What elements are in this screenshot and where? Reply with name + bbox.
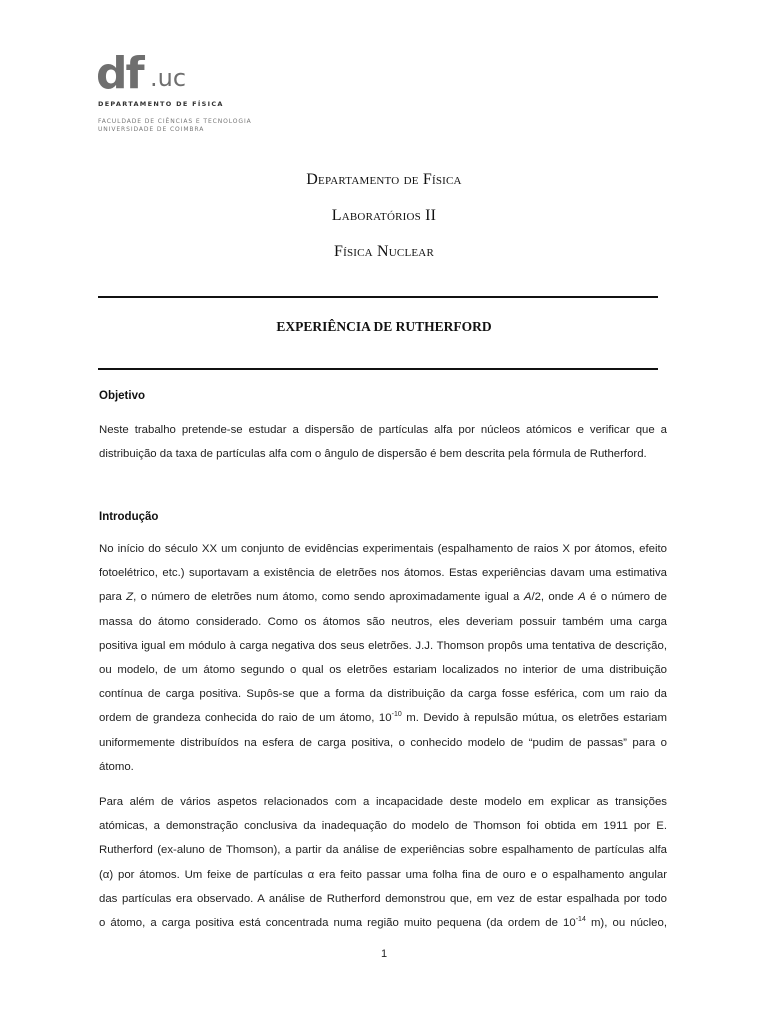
intro-paragraph-1	[99, 537, 667, 779]
section-title-objective: Objetivo	[99, 390, 146, 402]
paragraph-line: atómicas, a demonstração conclusiva da inadequação do modelo de Thomson foi obtida em 1911 por E.	[99, 820, 667, 833]
paragraph-line: distribuição da taxa de partículas alfa com o ângulo de dispersão é bem descrita pela fórmula de Rutherford.	[99, 448, 647, 461]
section-title-introduction: Introdução	[99, 511, 159, 523]
logo-brand-main: df	[96, 48, 143, 99]
paragraph-line: No início do século XX um conjunto de evidências experimentais (espalhamento de raios X por átomos, efeito	[99, 543, 667, 555]
paragraph-line: massa do átomo considerado. Como os átomos são neutros, eles deveriam possuir também uma carga	[99, 615, 667, 628]
experiment-title: EXPERIÊNCIA DE RUTHERFORD	[276, 319, 492, 334]
page-number: 1	[380, 948, 388, 960]
logo-faculty: FACULDADE DE CIÊNCIAS E TECNOLOGIA	[98, 118, 252, 125]
paragraph-line: (α) por átomos. Um feixe de partículas α era feito passar uma folha fina de ouro e o espalhamento angular	[99, 868, 667, 881]
paragraph-line: das partículas era observado. A análise de Rutherford demonstrou que, em vez de estar espalhada por todo	[99, 892, 667, 905]
logo-department: DEPARTAMENTO DE FÍSICA	[98, 100, 224, 108]
department-logo	[96, 48, 236, 108]
paragraph-line: ou modelo, de um átomo segundo o qual os eletrões estariam localizados no interior de uma distribuição	[99, 664, 667, 677]
heading-course: Física Nuclear	[334, 243, 434, 260]
logo-institution	[98, 118, 252, 134]
paragraph-line: positiva igual em módulo à carga negativa dos seus eletrões. J.J. Thomson propôs uma tentativa de descrição,	[99, 639, 667, 652]
intro-paragraph-2	[99, 790, 667, 935]
heading-department: Departamento de Física	[306, 171, 462, 188]
paragraph-line: uniformemente distribuídos na esfera de carga positiva, o conhecido modelo de “pudim de passas” para o	[99, 736, 667, 749]
paragraph-line: para Z, o número de eletrões num átomo, como sendo aproximadamente igual a A/2, onde A é o número de	[99, 591, 667, 604]
paragraph-line: átomo.	[99, 760, 134, 773]
objective-paragraph	[99, 418, 667, 466]
paragraph-line: Neste trabalho pretende-se estudar a dispersão de partículas alfa por núcleos atómicos e verificar que a	[99, 424, 667, 436]
bottom-divider	[98, 368, 658, 370]
paragraph-line: fotoelétrico, etc.) suportavam a existência de eletrões nos átomos. Estas experiências davam uma estimativa	[99, 567, 667, 580]
paragraph-line: Para além de vários aspetos relacionados com a incapacidade deste modelo em explicar as transições	[99, 796, 667, 808]
logo-brand-suffix: .uc	[150, 64, 187, 92]
heading-laboratory: Laboratórios II	[331, 207, 437, 224]
paragraph-line: ordem de grandeza conhecida do raio de um átomo, $10^{-10}$ m. Devido à repulsão mútua, os eletrões estariam	[99, 711, 667, 725]
logo-university: UNIVERSIDADE DE COIMBRA	[98, 126, 205, 133]
paragraph-line: o átomo, a carga positiva está concentrada numa região muito pequena (da ordem de $10^{-14}$ m), ou núcleo,	[99, 916, 667, 930]
paragraph-line: contínua de carga positiva. Supôs-se que a forma da distribuição da carga fosse esférica, com um raio da	[99, 688, 667, 701]
top-divider	[98, 296, 658, 298]
paragraph-line: Rutherford (ex-aluno de Thomson), a partir da análise de experiências sobre espalhamento de partículas alfa	[99, 844, 667, 857]
logo-mark	[96, 48, 236, 108]
